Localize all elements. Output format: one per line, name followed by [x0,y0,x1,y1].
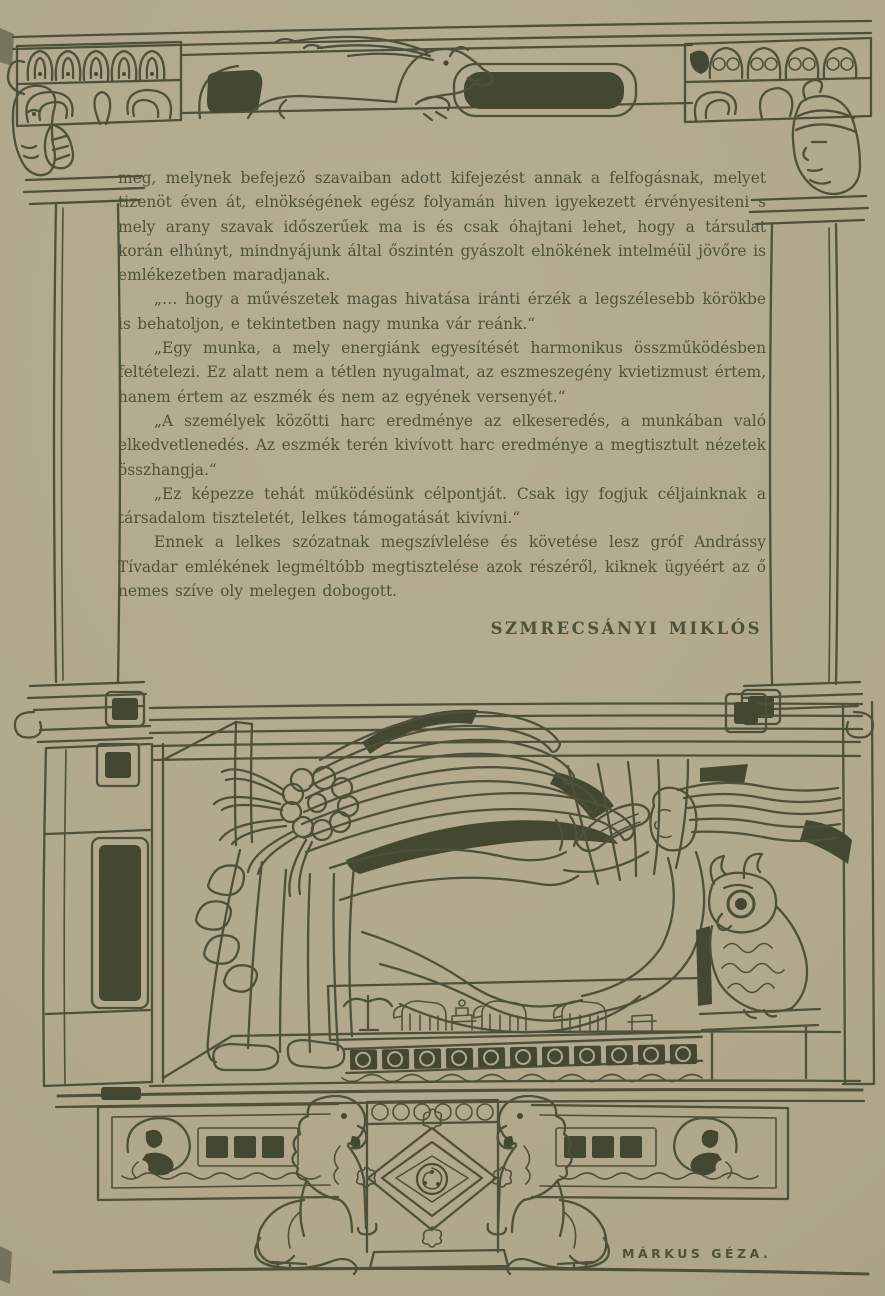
paragraph: „… hogy a művészetek magas hivatása iránti érzék a legszélesebb körökbe is behatoljon, e tekintetben nagy munka vár reánk.“ [118,290,766,333]
ground-line [54,1268,868,1274]
acanthus-band [695,88,792,120]
canopy-stripes [568,760,852,884]
diamond-stele [357,1100,512,1268]
sarcophagus-frieze [328,978,702,1082]
author-signature: SZMRECSÁNYI MIKLÓS [490,619,762,639]
artist-signature: MÁRKUS GÉZA. [622,1246,772,1261]
drapery [362,852,704,1032]
paragraph: „Egy munka, a mely energiánk egyesítését harmonikus összműködésben feltételezi. Ez alatt nem a tétlen nyugalmat, az eszmeszegény kvietizmust értem, hanem értem az eszmék és nem az egyének versenyét.“ [118,339,766,406]
claw-ornament [45,124,73,168]
left-pylon [38,726,152,1086]
volute-band [710,48,856,78]
circle-row [344,1037,702,1073]
base-panel-right [532,1105,788,1199]
scan-smudges [0,28,14,1284]
article-text [118,166,766,642]
acanthus-band [26,90,171,124]
effigy-head [650,783,841,851]
face-ornament [793,80,860,194]
paragraph: Ennek a lelkes szózatnak megszívlelése és követése lesz gróf Andrássy Tívadar emlékének legméltóbb megtisztelése azok részéről, kiknek ügyéért az ő nemes szíve oly melegen dobogott. [118,533,766,601]
palmette-band [28,51,165,80]
eagle-face-left [127,1118,189,1178]
right-corner-post [843,702,874,1084]
owl-figure [696,854,820,1080]
goat-head-ornament [8,61,55,175]
rosette-block-left [97,744,139,786]
paragraph: „A személyek közötti harc eredménye az elkeseredés, a munkában való elkedvetlenedés. Az eszmék terén kivívott harc eredménye a megtisztult nézetek összhangja.“ [118,411,766,479]
paragraph: meg, melynek befejező szavaiban adott kifejezést annak a felfogásnak, melyet tizenöt éven át, elnökségének egész folyamán hiven igyekezett érvényesiteni s mely arany szavak időszerűek ma is és csak óhajtani lehet, hogy a társulat korán elhúnyt, mindnyájunk által őszintén gyászolt elnökének intelméül jövőre is emlékezetben maradjanak. [118,169,766,285]
platform [56,1081,864,1107]
eagle-face-right [674,1118,736,1178]
paragraph: „Ez képezze tehát működésünk célpontját. Csak igy fogjuk céljainknak a társadalom tiszteletét, lelkes támogatását kivívni.“ [118,484,766,528]
tomb-illustration [38,694,874,1274]
